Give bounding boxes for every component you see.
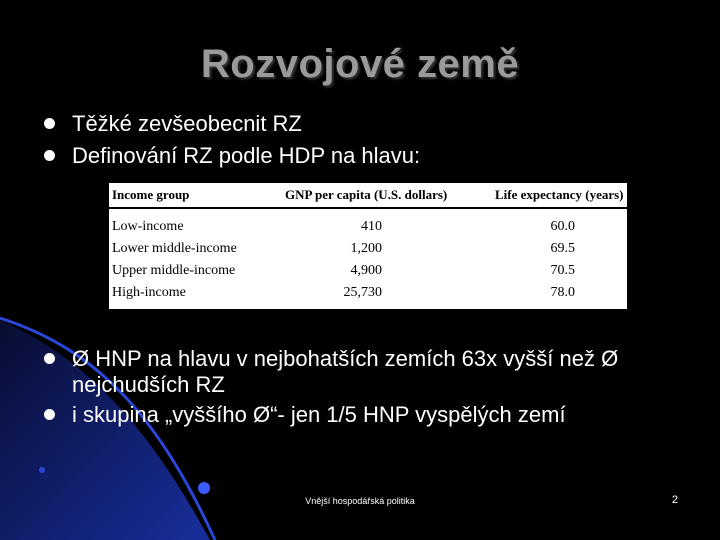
table-cell: 69.5 xyxy=(550,241,575,256)
table-cell: 70.5 xyxy=(550,263,575,278)
footer-text: Vnější hospodářská politika xyxy=(305,496,415,506)
slide-title: Rozvojové země xyxy=(200,42,520,86)
bullet-text: Definování RZ podle HDP na hlavu: xyxy=(72,143,421,168)
table-header-cell: Life expectancy (years) xyxy=(495,187,624,202)
glow-dot xyxy=(198,482,210,494)
income-table xyxy=(109,183,627,309)
table-cell: 60.0 xyxy=(550,219,575,234)
bullet-dot-icon xyxy=(44,118,55,129)
bullet-text: i skupina „vyššího Ø“- jen 1/5 HNP vyspělých zemí xyxy=(72,402,566,427)
table-cell: Lower middle-income xyxy=(112,241,237,256)
table-cell: 4,900 xyxy=(350,263,382,278)
table-header-cell: Income group xyxy=(112,187,190,202)
table-cell: 1,200 xyxy=(350,241,382,256)
bullet-dot-icon xyxy=(44,409,55,420)
table-cell: 410 xyxy=(361,219,382,234)
table-row xyxy=(109,241,627,263)
table-row xyxy=(109,285,627,307)
bullet-dot-icon xyxy=(44,353,55,364)
glow-dot xyxy=(39,467,45,473)
table-cell: High-income xyxy=(112,285,186,300)
bullet-item xyxy=(44,111,664,137)
table-row xyxy=(109,219,627,241)
bullet-item xyxy=(44,346,664,398)
bullet-dot-icon xyxy=(44,150,55,161)
table-header-cell: GNP per capita (U.S. dollars) xyxy=(285,187,448,202)
table-row xyxy=(109,263,627,285)
bullet-list-top xyxy=(44,111,664,175)
bullet-text: Těžké zevšeobecnit RZ xyxy=(72,111,302,136)
bullet-item xyxy=(44,402,664,428)
table-cell: Low-income xyxy=(112,219,184,234)
page-number: 2 xyxy=(671,494,678,506)
bullet-item xyxy=(44,143,664,169)
table-cell: Upper middle-income xyxy=(112,263,236,278)
table-cell: 25,730 xyxy=(343,285,382,300)
table-header xyxy=(109,183,627,209)
bullet-list-bottom xyxy=(44,346,664,432)
bullet-text: Ø HNP na hlavu v nejbohatších zemích 63x vyšší než Ø nejchudších RZ xyxy=(72,346,619,397)
table-cell: 78.0 xyxy=(550,285,575,300)
